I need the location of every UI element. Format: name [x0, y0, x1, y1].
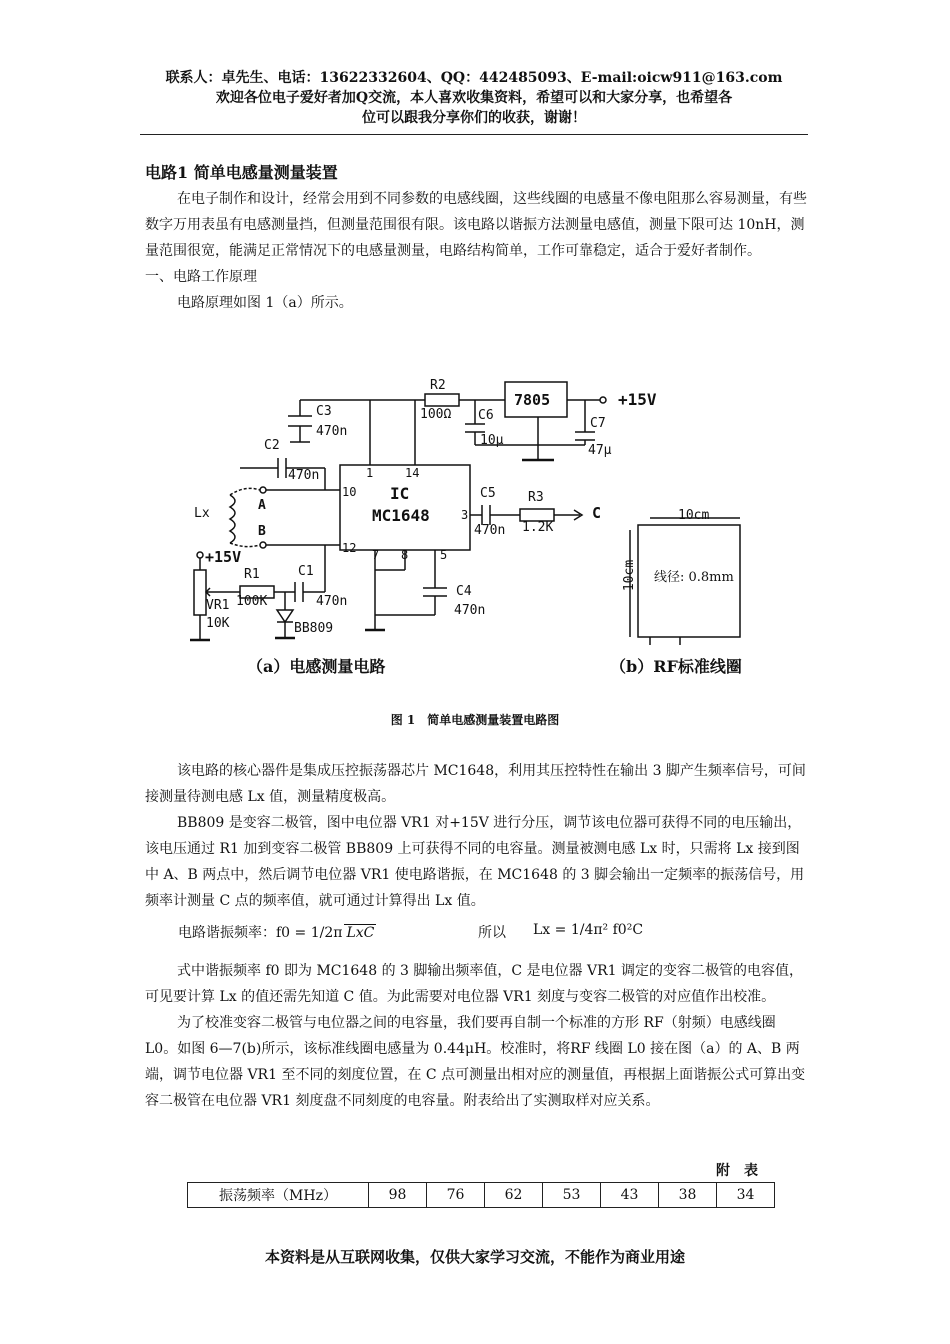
header-rule — [140, 134, 808, 135]
label-c7-value: 47μ — [588, 443, 612, 458]
label-c2: C2 — [264, 438, 280, 453]
label-c6: C6 — [478, 408, 494, 423]
coil-width-label: 10cm — [678, 508, 710, 523]
page-header — [140, 68, 808, 128]
label-vr1: VR1 — [206, 598, 230, 613]
label-r1: R1 — [244, 567, 260, 582]
paragraph-4: 为了校准变容二极管与电位器之间的电容量，我们要再自制一个标准的方形 RF（射频）电感线圈 L0。如图 6—7(b)所示，该标准线圈电感量为 0.44μH。校准时，将RF 线圈 L0 接在图（a）的 A、B 两端，调节电位器 VR1 至不同的刻度位置，在 C 点可测量出相对应的测量值，再根据上面谐振公式可算出变容二极管在电位器 VR1 刻度盘不同刻度的电容量。附表给出了实测取样对应关系。 — [145, 1015, 806, 1109]
table-cell: 98 — [369, 1183, 427, 1208]
terminal-a: A — [258, 498, 266, 513]
label-bb809: BB809 — [294, 621, 334, 636]
label-r3-value: 1.2K — [522, 520, 554, 535]
intro-paragraph: 在电子制作和设计，经常会用到不同参数的电感线圈，这些线圈的电感量不像电阻那么容易测量，有些数字万用表虽有电感测量挡，但测量范围很有限。该电路以谐振方法测量电感值，测量下限可达 10nH，测量范围很宽，能满足正常情况下的电感量测量，电路结构简单，工作可靠稳定，适合于爱好者制作。 — [145, 191, 807, 259]
pin-3: 3 — [461, 508, 469, 522]
table-cell: 38 — [659, 1183, 717, 1208]
pin-7: 7 — [372, 548, 380, 562]
caption-b: （b）RF标准线圈 — [610, 657, 742, 676]
table-cell: 53 — [543, 1183, 601, 1208]
label-r2-value: 100Ω — [420, 407, 452, 422]
formula-result: Lx = 1/4π² f0²C — [533, 922, 644, 938]
body-block-1 — [145, 758, 810, 914]
label-c1-value: 470n — [316, 594, 348, 609]
label-r3: R3 — [528, 490, 544, 505]
pin-1: 1 — [366, 466, 374, 480]
label-c6-value: 10μ — [480, 433, 504, 448]
figure-title: 图 1 简单电感测量装置电路图 — [390, 713, 560, 727]
page-footer: 本资料是从互联网收集，仅供大家学习交流，不能作为商业用途 — [264, 1248, 685, 1266]
label-c-out: C — [592, 504, 602, 522]
caption-a: （a）电感测量电路 — [247, 657, 386, 676]
table-cell: 76 — [427, 1183, 485, 1208]
pin-14: 14 — [405, 466, 420, 480]
label-r1-value: 100K — [236, 594, 268, 609]
label-c7: C7 — [590, 416, 606, 431]
label-lx: Lx — [194, 506, 210, 521]
label-vplus: +15V — [618, 390, 657, 409]
welcome-line-2: 位可以跟我分享你们的收获，谢谢！ — [362, 110, 586, 126]
label-c4-value: 470n — [454, 603, 486, 618]
welcome-line: 欢迎各位电子爱好者加Q交流，本人喜欢收集资料，希望可以和大家分享，也希望各 — [215, 90, 733, 106]
label-c3-value: 470n — [316, 424, 348, 439]
paragraph-3: 式中谐振频率 f0 即为 MC1648 的 3 脚输出频率值，C 是电位器 VR1 调定的变容二极管的电容值，可见要计算 Lx 的值还需先知道 C 值。为此需要对电位器 VR1 刻度与变容二极管的对应值作出校准。 — [145, 963, 803, 1005]
pin-5: 5 — [440, 548, 448, 562]
contact-line: 联系人：卓先生、电话：13622332604、QQ：442485093、E-mail:oicw911@163.com — [165, 70, 783, 86]
circuit-diagram — [160, 360, 800, 655]
label-c4: C4 — [456, 584, 472, 599]
formula-sqrt: LxC — [346, 925, 375, 941]
coil-wire-label: 线径: 0.8mm — [654, 570, 734, 585]
label-ic: IC — [390, 484, 410, 503]
table-title: 附 表 — [716, 1163, 758, 1179]
table-header-cell: 振荡频率（MHz） — [188, 1183, 369, 1208]
paragraph-2: BB809 是变容二极管，图中电位器 VR1 对+15V 进行分压，调节该电位器可获得不同的电压输出，该电压通过 R1 加到变容二极管 BB809 上可获得不同的电容量。测量被测电感 Lx 时，只需将 Lx 接到图中 A、B 两点中，然后调节电位器 VR1 使电路谐振，在 MC1648 的 3 脚会输出一定频率的振荡信号，用频率计测量 C 点的频率值，就可通过计算得出 Lx 值。 — [145, 815, 805, 909]
frequency-table — [187, 1182, 775, 1208]
section-title: 电路1 简单电感量测量装置 — [145, 163, 338, 182]
principle-line: 电路原理如图 1（a）所示。 — [177, 295, 353, 311]
table-cell: 34 — [717, 1183, 775, 1208]
table-cell: 62 — [485, 1183, 543, 1208]
body-block-2 — [145, 958, 810, 1114]
label-c5-value: 470n — [474, 523, 506, 538]
pin-10: 10 — [342, 485, 357, 499]
label-r2: R2 — [430, 378, 446, 393]
label-c1: C1 — [298, 564, 314, 579]
label-7805: 7805 — [514, 391, 551, 409]
table-row — [188, 1183, 775, 1208]
resonance-formula — [178, 922, 644, 942]
label-c3: C3 — [316, 404, 332, 419]
formula-label: 电路谐振频率：f0 = 1/2π — [178, 925, 343, 941]
label-vplus-2: +15V — [205, 548, 242, 566]
label-c5: C5 — [480, 486, 496, 501]
pin-12: 12 — [342, 541, 357, 555]
subheading: 一、电路工作原理 — [145, 269, 257, 285]
label-c2-value: 470n — [288, 468, 320, 483]
formula-so: 所以 — [478, 925, 506, 941]
intro-block — [145, 186, 810, 316]
coil-height-label: 10cm — [622, 559, 638, 592]
pin-8: 8 — [401, 548, 409, 562]
label-vr1-value: 10K — [206, 616, 230, 631]
terminal-b: B — [258, 524, 266, 539]
label-mc1648: MC1648 — [372, 506, 430, 525]
paragraph-1: 该电路的核心器件是集成压控振荡器芯片 MC1648，利用其压控特性在输出 3 脚产生频率信号，可间接测量待测电感 Lx 值，测量精度极高。 — [145, 763, 806, 805]
table-cell: 43 — [601, 1183, 659, 1208]
